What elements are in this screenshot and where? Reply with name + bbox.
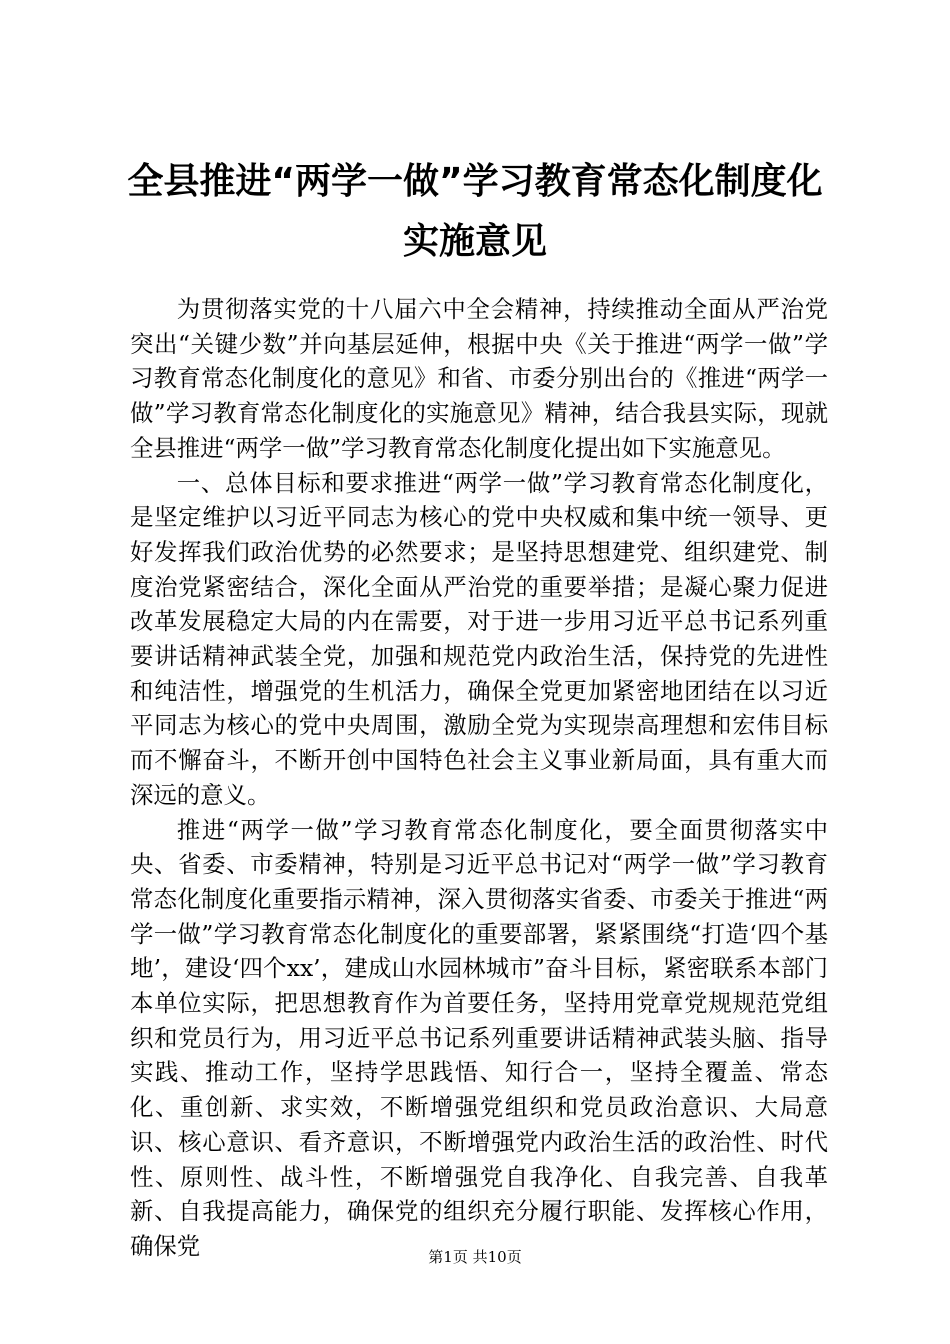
document-title-line-2: 实施意见: [402, 221, 547, 262]
paragraph-intro: 为贯彻落实党的十八届六中全会精神，持续推动全面从严治党突出“关键少数”并向基层延伸，根据中央《关于推进“两学一做”学习教育常态化制度化的意见》和省、市委分别出台的《推进“两学一做”学习教育常态化制度化的实施意见》精神，结合我县实际，现就全县推进“两学一做”学习教育常态化制度化提出如下实施意见。: [130, 295, 828, 462]
document-title-line-1: 全县推进“两学一做”学习教育常态化制度化: [127, 161, 823, 202]
paragraph-section-1: 一、总体目标和要求推进“两学一做”学习教育常态化制度化，是坚定维护以习近平同志为核心的党中央权威和集中统一领导、更好发挥我们政治优势的必然要求；是坚持思想建党、组织建党、制度治党紧密结合，深化全面从严治党的重要举措；是凝心聚力促进改革发展稳定大局的内在需要，对于进一步用习近平总书记系列重要讲话精神武装全党，加强和规范党内政治生活，保持党的先进性和纯洁性，增强党的生机活力，确保全党更加紧密地团结在以习近平同志为核心的党中央周围，激励全党为实现崇高理想和宏伟目标而不懈奋斗，不断开创中国特色社会主义事业新局面，具有重大而深远的意义。: [130, 468, 828, 809]
page-footer: 第1页 共10页: [428, 1248, 522, 1266]
document-body: [130, 292, 828, 1264]
paragraph-requirements: 推进“两学一做”学习教育常态化制度化，要全面贯彻落实中央、省委、市委精神，特别是习近平总书记对“两学一做”学习教育常态化制度化重要指示精神，深入贯彻落实省委、市委关于推进“两学一做”学习教育常态化制度化的重要部署，紧紧围绕“打造‘四个基地’，建设‘四个xx’，建成山水园林城市”奋斗目标，紧密联系本部门本单位实际，把思想教育作为首要任务，坚持用党章党规规范党组织和党员行为，用习近平总书记系列重要讲话精神武装头脑、指导实践、推动工作，坚持学思践悟、知行合一，坚持全覆盖、常态化、重创新、求实效，不断增强党组织和党员政治意识、大局意识、核心意识、看齐意识，不断增强党内政治生活的政治性、时代性、原则性、战斗性，不断增强党自我净化、自我完善、自我革新、自我提高能力，确保党的组织充分履行职能、发挥核心作用，确保党: [130, 815, 828, 1260]
